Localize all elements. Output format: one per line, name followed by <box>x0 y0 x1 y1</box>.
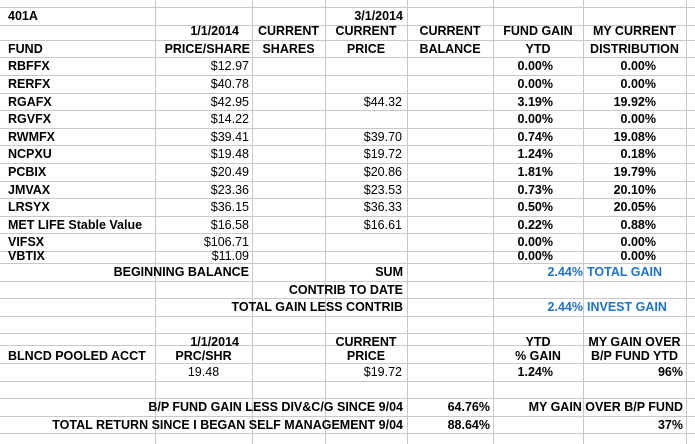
sheet-title: 401A <box>8 9 38 23</box>
fund-name: RBFFX <box>8 59 50 73</box>
pooled-date: 1/1/2014 <box>190 335 239 349</box>
fund-current-price: $20.86 <box>363 165 402 179</box>
total-gain-label: TOTAL GAIN <box>587 265 662 279</box>
fund-price: $40.78 <box>210 77 249 91</box>
header-current-shares-top: CURRENT <box>257 24 320 38</box>
fund-price: $42.95 <box>210 95 249 109</box>
pooled-my-gain-value: 96% <box>657 365 683 379</box>
fund-price: $14.22 <box>210 112 249 126</box>
fund-dist: 0.88% <box>620 218 656 232</box>
pooled-pct-gain-label: % GAIN <box>515 349 561 363</box>
grid-line <box>252 0 253 444</box>
invest-gain-label: INVEST GAIN <box>587 300 667 314</box>
fund-price: $16.58 <box>210 218 249 232</box>
bp-fund-gain-value: 64.76% <box>447 400 490 414</box>
pooled-price-label: PRICE <box>346 349 386 363</box>
fund-price: $12.97 <box>210 59 249 73</box>
fund-dist: 0.00% <box>620 77 656 91</box>
fund-name: VBTIX <box>8 249 45 263</box>
pooled-gain-value: 1.24% <box>517 365 553 379</box>
fund-current-price <box>325 110 402 128</box>
fund-dist: 0.00% <box>620 249 656 263</box>
pooled-prc-value: 19.48 <box>187 365 220 379</box>
pooled-prc-shr-label: PRC/SHR <box>175 349 232 363</box>
fund-price: $19.48 <box>210 147 249 161</box>
fund-current-price: $23.53 <box>363 183 402 197</box>
fund-gain: 0.00% <box>517 112 553 126</box>
fund-current-price: $39.70 <box>363 130 402 144</box>
fund-name: PCBIX <box>8 165 47 179</box>
fund-price: $39.41 <box>210 130 249 144</box>
grid-line <box>407 0 408 444</box>
pooled-bp-fund-ytd-label: B/P FUND YTD <box>590 349 679 363</box>
contrib-label: CONTRIB TO DATE <box>288 283 403 297</box>
header-distribution: DISTRIBUTION <box>590 42 679 56</box>
fund-price: $106.71 <box>203 235 249 249</box>
my-gain-over-bp-label: MY GAIN OVER B/P FUND <box>528 400 683 414</box>
fund-dist: 0.00% <box>620 235 656 249</box>
header-price-date: 1/1/2014 <box>190 24 239 38</box>
header-balance: BALANCE <box>419 42 481 56</box>
total-return-value: 88.64% <box>447 418 490 432</box>
total-gain-less-contrib-label: TOTAL GAIN LESS CONTRIB <box>231 300 403 314</box>
fund-dist: 20.10% <box>613 183 656 197</box>
my-gain-over-bp-value: 37% <box>657 418 683 432</box>
pooled-price-value: $19.72 <box>363 365 402 379</box>
fund-price: $36.15 <box>210 200 249 214</box>
header-current-price-top: CURRENT <box>335 24 397 38</box>
fund-gain: 0.50% <box>517 200 553 214</box>
fund-dist: 19.92% <box>613 95 656 109</box>
fund-current-price: $44.32 <box>363 95 402 109</box>
fund-name: VIFSX <box>8 235 45 249</box>
fund-current-price <box>325 75 402 93</box>
fund-gain: 1.24% <box>517 147 553 161</box>
fund-current-price: $36.33 <box>363 200 402 214</box>
fund-current-price: $19.72 <box>363 147 402 161</box>
fund-price: $11.09 <box>211 249 249 263</box>
fund-current-price <box>325 57 402 75</box>
fund-price: $20.49 <box>210 165 249 179</box>
grid-line <box>0 381 695 382</box>
header-price: PRICE <box>346 42 386 56</box>
fund-gain: 0.00% <box>517 77 553 91</box>
fund-name: RGVFX <box>8 112 52 126</box>
header-balance-top: CURRENT <box>419 24 481 38</box>
total-return-label: TOTAL RETURN SINCE I BEGAN SELF MANAGEMENT 9/04 <box>52 418 403 432</box>
fund-name: RWMFX <box>8 130 55 144</box>
fund-gain: 0.74% <box>517 130 553 144</box>
fund-name: JMVAX <box>8 183 51 197</box>
fund-current-price: $16.61 <box>363 218 402 232</box>
pooled-ytd-label: YTD <box>525 335 551 349</box>
bp-fund-gain-label: B/P FUND GAIN LESS DIV&C/G SINCE 9/04 <box>148 400 403 414</box>
fund-gain: 0.00% <box>517 235 553 249</box>
header-gain-top: FUND GAIN <box>503 24 573 38</box>
fund-dist: 0.00% <box>620 59 656 73</box>
fund-gain: 0.22% <box>517 218 553 232</box>
fund-gain: 1.81% <box>517 165 553 179</box>
header-dist-top: MY CURRENT <box>592 24 677 38</box>
fund-price: $23.36 <box>210 183 249 197</box>
fund-gain: 0.73% <box>517 183 553 197</box>
fund-gain: 0.00% <box>517 59 553 73</box>
fund-dist: 0.18% <box>620 147 656 161</box>
fund-name: NCPXU <box>8 147 52 161</box>
grid-line <box>0 316 695 317</box>
fund-gain: 0.00% <box>517 249 553 263</box>
sum-label: SUM <box>375 265 403 279</box>
fund-dist: 20.05% <box>613 200 656 214</box>
fund-gain: 3.19% <box>517 95 553 109</box>
beginning-balance-label: BEGINNING BALANCE <box>113 265 249 279</box>
pooled-account-name: BLNCD POOLED ACCT <box>8 349 146 363</box>
pooled-my-gain-over-label: MY GAIN OVER <box>588 335 681 349</box>
fund-dist: 19.08% <box>613 130 656 144</box>
fund-name: RGAFX <box>8 95 52 109</box>
header-fund: FUND <box>8 42 43 56</box>
header-price-share: PRICE/SHARE <box>164 42 250 56</box>
fund-dist: 0.00% <box>620 112 656 126</box>
header-gain-ytd: YTD <box>525 42 551 56</box>
fund-name: RERFX <box>8 77 51 91</box>
fund-name: MET LIFE Stable Value <box>8 218 143 232</box>
header-current-date: 3/1/2014 <box>354 9 403 23</box>
fund-name: LRSYX <box>8 200 50 214</box>
fund-dist: 19.79% <box>613 165 656 179</box>
total-gain-value: 2.44% <box>547 265 583 279</box>
grid-line <box>686 0 687 444</box>
pooled-current-label: CURRENT <box>335 335 397 349</box>
header-shares: SHARES <box>262 42 315 56</box>
invest-gain-value: 2.44% <box>547 300 583 314</box>
